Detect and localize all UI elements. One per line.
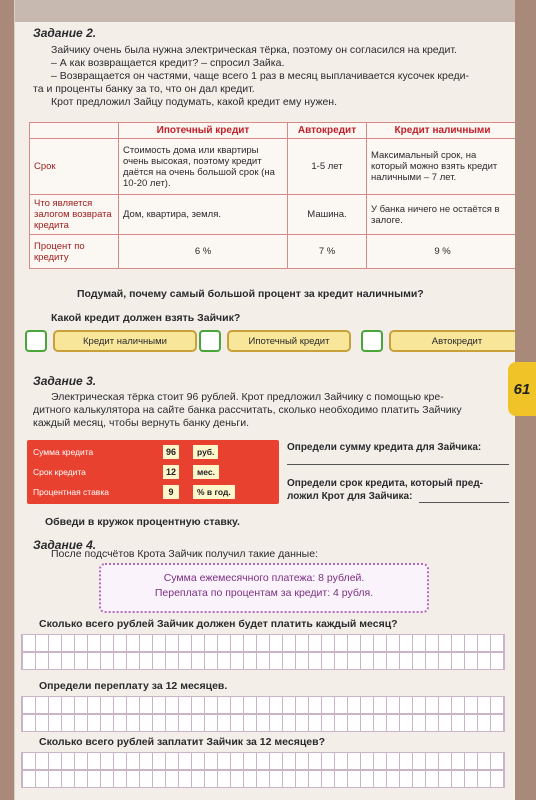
workbook-page xyxy=(14,0,515,800)
task2-line-5: Крот предложил Зайцу подумать, какой кредит ему нужен. xyxy=(51,96,338,108)
task3-title: Задание 3. xyxy=(33,374,97,388)
option-car-label: Автокредит xyxy=(389,330,515,352)
calc-label-amount: Сумма кредита xyxy=(33,447,94,457)
task2-line-2: – А как возвращается кредит? – спросил Зайка. xyxy=(51,57,285,69)
calc-unit-term: мес. xyxy=(193,465,219,479)
task3-line-2: дитного калькулятора на сайте банка рассчитать, сколько необходимо платить Зайчику xyxy=(33,404,462,416)
task3-question-amount: Определи сумму кредита для Зайчика: xyxy=(287,442,482,453)
row-label-percent: Процент по кредиту xyxy=(30,235,119,269)
task3-circle-note: Обведи в кружок процентную ставку. xyxy=(45,516,240,528)
task3-line-3: каждый месяц, чтобы вернуть банку деньги. xyxy=(33,417,249,429)
task2-line-4: та и проценты банку за то, что он дал кредит. xyxy=(33,83,255,95)
task2-line-3: – Возвращается он частями, чаще всего 1 раз в месяц выплачивается кусочек креди- xyxy=(51,70,469,82)
option-mortgage-label: Ипотечный кредит xyxy=(227,330,351,352)
cell-term-mortgage: Стоимость дома или квартиры очень высокая, поэтому кредит даётся на очень большой срок (на 10-20 лет). xyxy=(119,139,288,195)
credit-calculator xyxy=(27,440,279,504)
info-overpayment: Переплата по процентам за кредит: 4 рубля. xyxy=(154,587,374,599)
option-cash-checkbox[interactable] xyxy=(25,330,47,352)
task4-question-total: Сколько всего рублей заплатит Зайчик за 12 месяцев? xyxy=(39,736,326,748)
answer-grid-6[interactable] xyxy=(21,770,505,788)
answer-line-amount[interactable] xyxy=(287,464,509,465)
cell-collateral-mortgage: Дом, квартира, земля. xyxy=(119,195,288,235)
info-monthly-payment: Сумма ежемесячного платежа: 8 рублей. xyxy=(163,572,365,584)
task4-question-monthly: Сколько всего рублей Зайчик должен будет платить каждый месяц? xyxy=(39,618,398,630)
calc-value-amount[interactable]: 96 xyxy=(163,445,179,459)
cell-term-cash: Максимальный срок, на который можно взять кредит наличными – 7 лет. xyxy=(367,139,516,195)
cell-collateral-car: Машина. xyxy=(288,195,367,235)
row-label-term: Срок xyxy=(30,139,119,195)
task2-line-1: Зайчику очень была нужна электрическая тёрка, поэтому он согласился на кредит. xyxy=(51,44,457,56)
task3-line-1: Электрическая тёрка стоит 96 рублей. Крот предложил Зайчику с помощью кре- xyxy=(51,391,444,403)
cell-percent-mortgage: 6 % xyxy=(119,235,288,269)
option-mortgage-checkbox[interactable] xyxy=(199,330,221,352)
calc-unit-amount: руб. xyxy=(193,445,218,459)
credit-comparison-table xyxy=(29,122,515,269)
page-number-tab: 61 xyxy=(508,362,536,416)
task2-question-which: Какой кредит должен взять Зайчик? xyxy=(51,312,241,324)
answer-grid-5[interactable] xyxy=(21,752,505,770)
task4-intro: После подсчётов Крота Зайчик получил такие данные: xyxy=(51,548,318,560)
answer-grid-2[interactable] xyxy=(21,652,505,670)
option-cash-loan[interactable] xyxy=(25,330,197,352)
cell-percent-cash: 9 % xyxy=(367,235,516,269)
calc-label-rate: Процентная ставка xyxy=(33,487,109,497)
option-cash-label: Кредит наличными xyxy=(53,330,197,352)
task4-title: Задание 4. xyxy=(33,538,97,552)
header-cash-loan: Кредит наличными xyxy=(367,123,516,139)
cell-collateral-cash: У банка ничего не остаётся в залоге. xyxy=(367,195,516,235)
task3-question-term-2: ложил Крот для Зайчика: xyxy=(287,491,413,502)
header-mortgage: Ипотечный кредит xyxy=(119,123,288,139)
cell-percent-car: 7 % xyxy=(288,235,367,269)
calc-label-term: Срок кредита xyxy=(33,467,86,477)
task4-question-overpay: Определи переплату за 12 месяцев. xyxy=(39,680,228,692)
option-mortgage[interactable] xyxy=(199,330,351,352)
calc-value-rate[interactable]: 9 xyxy=(163,485,179,499)
cell-term-car: 1-5 лет xyxy=(288,139,367,195)
option-car-loan[interactable] xyxy=(361,330,515,352)
task3-question-term-1: Определи срок кредита, который пред- xyxy=(287,478,483,489)
row-label-collateral: Что является залогом возврата кредита xyxy=(30,195,119,235)
table-corner xyxy=(30,123,119,139)
task2-title: Задание 2. xyxy=(33,26,97,40)
answer-grid-1[interactable] xyxy=(21,634,505,652)
calc-value-term[interactable]: 12 xyxy=(163,465,179,479)
page-top-edge xyxy=(15,0,515,22)
header-car-loan: Автокредит xyxy=(288,123,367,139)
answer-grid-4[interactable] xyxy=(21,714,505,732)
answer-grid-3[interactable] xyxy=(21,696,505,714)
option-car-checkbox[interactable] xyxy=(361,330,383,352)
task2-question-why: Подумай, почему самый большой процент за кредит наличными? xyxy=(77,288,424,300)
calc-unit-rate: % в год. xyxy=(193,485,235,499)
answer-line-term[interactable] xyxy=(419,502,509,503)
task4-info-box xyxy=(99,563,429,613)
